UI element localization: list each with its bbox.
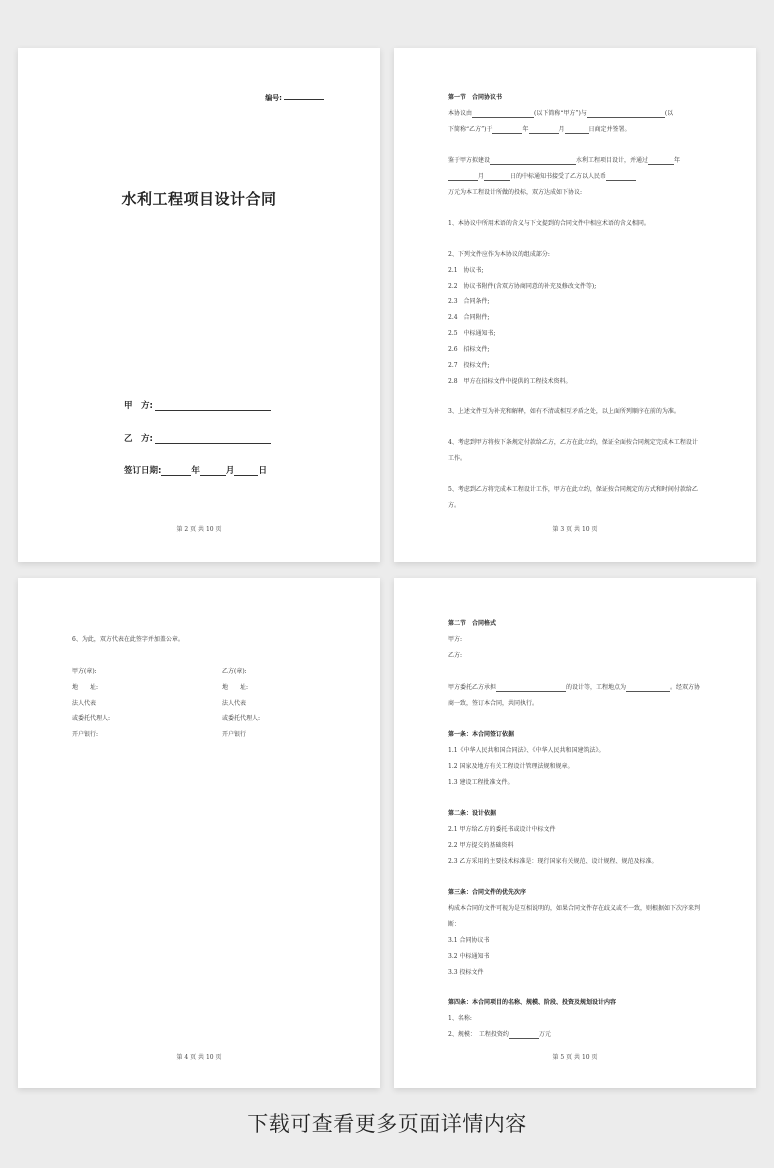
clause-5: 5、考虑到乙方将完成本工程设计工作，甲方在此立约，保证按合同规定的方式和时间付款给乙 [448, 486, 698, 493]
article-1-heading: 第一条：本合同签订依据 [448, 731, 515, 738]
text: 年 [522, 126, 529, 133]
article-1-item: 1.3 建设工程批准文件。 [448, 779, 514, 786]
text: (以下简称“甲方”)与 [534, 110, 587, 117]
right-field-2: 法人代表 [222, 700, 247, 707]
clause-2-3: 2.3 合同条件; [448, 298, 490, 305]
page-signatures [18, 578, 380, 1088]
text: 万元 [538, 1031, 551, 1038]
page-footer: 第 3 页 共 10 页 [552, 526, 598, 533]
right-field-0: 乙方(章): [222, 668, 247, 675]
text: 鉴于甲方拟建设 [448, 157, 491, 164]
clause-4: 4、考虑到甲方将按下条规定付款给乙方，乙方在此立约，保证全面按合同规定完成本工程设计 [448, 439, 698, 446]
article-2-item: 2.3 乙方采用的主要技术标准是：现行国家有关规范、设计规程、规范及标准。 [448, 858, 658, 865]
text: 甲方委托乙方承担 [448, 684, 497, 691]
sign-date-label: 签订日期: [124, 466, 162, 476]
contract-number-blank [284, 99, 324, 100]
agreement-line-2 [448, 126, 631, 134]
text: 。经双方协 [670, 684, 701, 691]
agreement-line-4 [448, 173, 636, 181]
article-2-item: 2.1 甲方给乙方的委托书或设计中标文件 [448, 826, 556, 833]
contract-title: 水利工程项目设计合同 [121, 190, 277, 208]
clause-1: 1、本协议中所用术语的含义与下文提到的合同文件中相应术语的含义相同。 [448, 220, 650, 227]
right-field-4: 开户银行 [222, 731, 247, 738]
clause-2-1: 2.1 协议书; [448, 267, 484, 274]
page-footer: 第 4 页 共 10 页 [176, 1054, 222, 1061]
month-label: 月 [225, 466, 235, 476]
clause-3: 3、上述文件互为补充和解释，如有不清或相互矛盾之处，以上面所列顺序在前的为准。 [448, 408, 680, 415]
signature-intro: 6、为此，双方代表在此签字并加盖公章。 [72, 636, 184, 643]
party-a-row [124, 399, 271, 411]
section-heading: 第一节 合同协议书 [448, 94, 503, 101]
page-footer: 第 5 页 共 10 页 [552, 1054, 598, 1061]
text: 本协议由 [448, 110, 473, 117]
article-3-item: 3.1 合同协议书 [448, 937, 490, 944]
article-4-heading: 第四条：本合同项目的名称、规模、阶段、投资及规划设计内容 [448, 999, 617, 1006]
clause-2-8: 2.8 甲方在招标文件中提供的工程技术资料。 [448, 378, 572, 385]
party-b-label: 乙 方: [124, 434, 153, 444]
text: 日的中标通知书接受了乙方以人民币 [510, 173, 607, 180]
clause-5-cont: 方。 [448, 502, 461, 509]
text: 月 [478, 173, 485, 180]
clause-2-7: 2.7 投标文件; [448, 362, 490, 369]
article-1-item: 1.1《中华人民共和国合同法》、《中华人民共和国建筑法》。 [448, 747, 605, 754]
party-b: 乙方: [448, 652, 463, 659]
left-field-3: 或委托代理人: [72, 715, 111, 722]
article-4-item-1: 1、名称: [448, 1015, 472, 1022]
clause-2-4: 2.4 合同附件; [448, 314, 490, 321]
sign-date-row [124, 464, 267, 476]
text: (以 [664, 110, 674, 117]
right-field-3: 或委托代理人: [222, 715, 261, 722]
entrust-line-2: 商一致，签订本合同，共同执行。 [448, 700, 539, 707]
left-field-1: 地 址: [72, 684, 99, 691]
agreement-line-5: 万元为本工程设计所做的投标，双方达成如下协议: [448, 189, 583, 196]
left-field-4: 开户银行: [72, 731, 99, 738]
party-a: 甲方: [448, 636, 463, 643]
left-field-0: 甲方(章): [72, 668, 97, 675]
clause-4-cont: 工作。 [448, 455, 467, 462]
article-3-text: 构成本合同的文件可视为是互相说明的，如果合同文件存在歧义或不一致，则根据如下次序来判 [448, 905, 701, 912]
article-3-item: 3.2 中标通知书 [448, 953, 490, 960]
article-4-item-2 [448, 1031, 551, 1039]
clause-2-5: 2.5 中标通知书; [448, 330, 496, 337]
download-caption[interactable]: 下载可查看更多页面详情内容 [247, 1112, 527, 1136]
contract-number [265, 93, 324, 103]
article-3-heading: 第三条：合同文件的优先次序 [448, 889, 527, 896]
party-a-blank [155, 402, 271, 411]
party-a-label: 甲 方: [124, 401, 153, 411]
article-2-item: 2.2 甲方提交的基础资料 [448, 842, 514, 849]
year-label: 年 [191, 466, 200, 476]
agreement-line-3 [448, 157, 680, 165]
article-1-item: 1.2 国家及地方有关工程设计管理法规和规章。 [448, 763, 574, 770]
party-b-blank [155, 435, 271, 444]
page-contract-format [394, 578, 756, 1088]
text: 月 [558, 126, 565, 133]
day-label: 日 [258, 466, 267, 476]
text: 年 [674, 157, 681, 164]
text: 水利工程项目设计，并通过 [576, 157, 649, 164]
clause-2: 2、下列文件应作为本协议的组成部分: [448, 251, 550, 258]
clause-2-2: 2.2 协议书附件(含双方协商同意的补充及修改文件等); [448, 283, 597, 290]
text: 下简称“乙方”)于 [448, 126, 493, 133]
article-2-heading: 第二条：设计依据 [448, 810, 497, 817]
contract-number-label: 编号: [265, 94, 282, 102]
section-heading: 第二节 合同格式 [448, 620, 497, 627]
page-agreement [394, 48, 756, 562]
clause-2-6: 2.6 招标文件; [448, 346, 490, 353]
entrust-line-1 [448, 684, 700, 692]
right-field-1: 地 址: [222, 684, 249, 691]
page-footer: 第 2 页 共 10 页 [176, 526, 222, 533]
text: 日商定并签署。 [588, 126, 631, 133]
party-b-row [124, 432, 271, 444]
article-3-item: 3.3 投标文件 [448, 969, 484, 976]
left-field-2: 法人代表 [72, 700, 97, 707]
page-cover [18, 48, 380, 562]
text: 的设计等，工程地点为 [566, 684, 627, 691]
text: 2、规模： 工程投资约 [448, 1031, 509, 1038]
agreement-line-1 [448, 110, 673, 118]
article-3-text-cont: 断： [448, 921, 461, 928]
